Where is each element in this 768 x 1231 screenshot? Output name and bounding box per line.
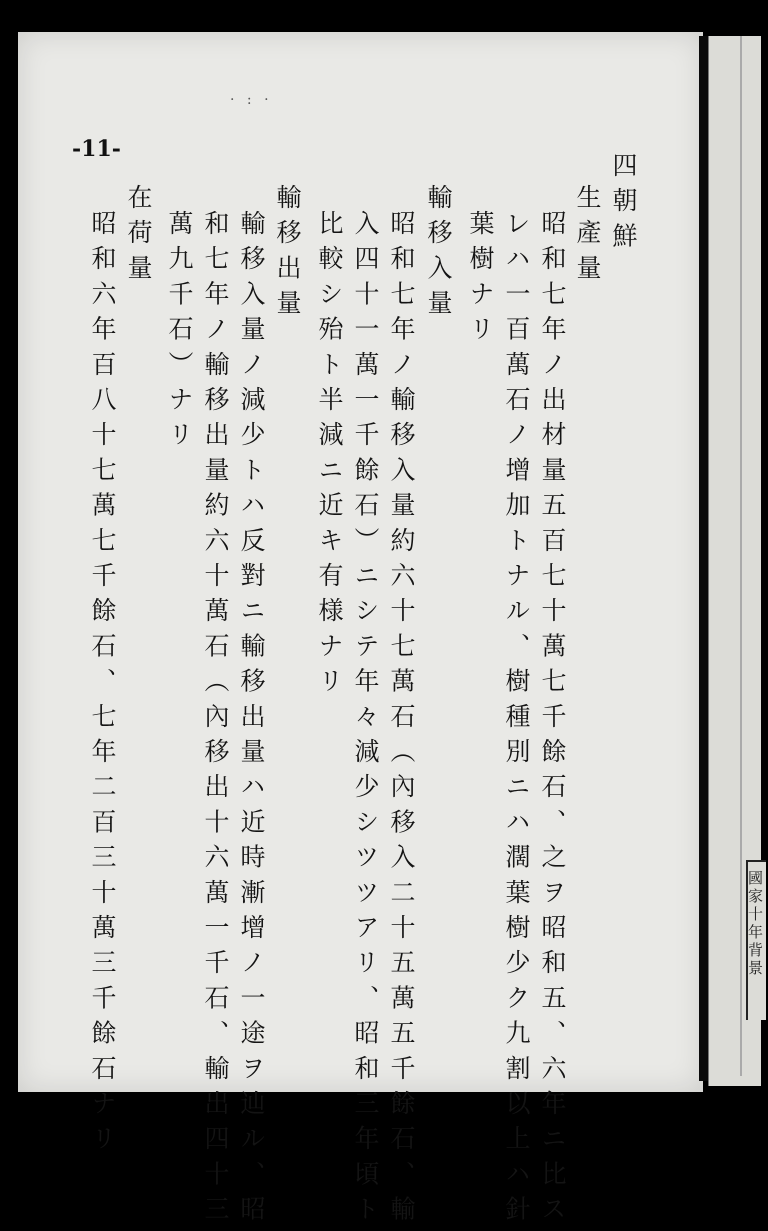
text-column: 輸移出量 [273,184,302,325]
text-column: 輸移入量 [424,184,453,325]
side-tab-label: 國家十年背景 [746,860,766,1020]
text-column: 生產量 [573,184,602,290]
text-column: 葉樹ナリ [466,210,495,351]
text-column: レハ一百萬石ノ增加トナル、樹種別ニハ濶葉樹少ク九割以上ハ針 [502,210,531,1231]
text-column: 入四十一萬一千餘石）ニシテ年々減少シツツアリ、昭和三年頃ト [351,210,380,1231]
text-column: 輸移入量ノ減少トハ反對ニ輸移出量ハ近時漸增ノ一途ヲ辿ル、昭 [237,210,266,1231]
text-column: 昭和七年ノ出材量五百七十萬七千餘石、之ヲ昭和五、六年ニ比ス [538,210,567,1231]
text-column: 比較シ殆ト半減ニ近キ有様ナリ [315,210,344,703]
text-column: 在荷量 [124,184,153,290]
text-column: 和七年ノ輸移出量約六十萬石（內移出十六萬一千石、輸出四十三 [201,210,230,1231]
page-edge-line [740,36,742,1076]
ink-specks: · : · [230,92,273,108]
text-column: 昭和六年百八十七萬七千餘石、七年二百三十萬三千餘石ナリ [88,210,117,1161]
text-column: 昭和七年ノ輸移入量約六十七萬石（內移入二十五萬五千餘石、輸 [387,210,416,1231]
text-column: 四朝鮮 [609,152,638,258]
page-number: -11- [72,136,121,162]
book-spine [699,36,708,1081]
text-column: 萬九千石）ナリ [165,210,194,457]
